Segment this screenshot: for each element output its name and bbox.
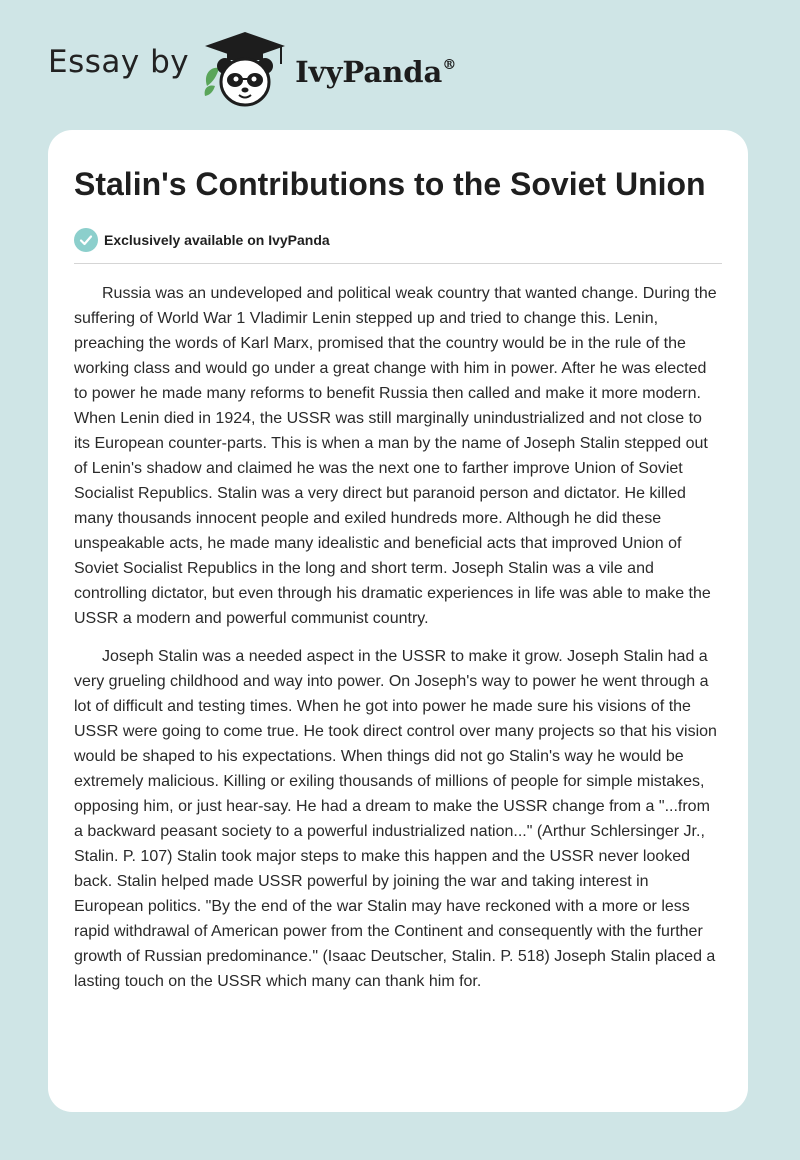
site-header <box>48 30 456 110</box>
checkmark-icon <box>74 228 98 252</box>
exclusive-badge-label: Exclusively available on IvyPanda <box>104 232 330 248</box>
essay-card <box>48 130 748 1112</box>
paragraph: Russia was an undeveloped and political weak country that wanted change. During the suffering of World War 1 Vladimir Lenin stepped up and tried to change this. Lenin, preaching the words of Karl Marx, promised that the country would be in the rule of the working class and would go under a great change with him in power. After he was elected to power he made many reforms to benefit Russia then called and make it more modern. When Lenin died in 1924, the USSR was still marginally unindustrialized and not close to its European counter-parts. This is when a man by the name of Joseph Stalin stepped out of Lenin's shadow and claimed he was the next one to farther improve Union of Soviet Socialist Republics. Stalin was a very direct but paranoid person and dictator. He killed many thousands innocent people and exiled hundreds more. Although he did these unspeakable acts, he made many idealistic and beneficial acts that improved Union of Soviet Socialist Republics in the long and short term. Joseph Stalin was a vile and controlling dictator, but even through his dramatic experiences in life was able to make the USSR a modern and powerful communist country. <box>74 285 717 627</box>
brand-name[interactable]: IvyPanda® <box>295 55 457 89</box>
page-title: Stalin's Contributions to the Soviet Union <box>74 166 706 202</box>
ivypanda-logo-icon[interactable] <box>201 30 289 110</box>
registered-mark: ® <box>442 57 457 74</box>
essay-by-label: Essay by <box>48 44 190 80</box>
exclusive-badge <box>74 226 722 254</box>
essay-body <box>74 281 722 994</box>
divider <box>74 263 722 264</box>
paragraph: Joseph Stalin was a needed aspect in the USSR to make it grow. Joseph Stalin had a very grueling childhood and way into power. On Joseph's way to power he went through a lot of difficult and testing times. When he got into power he made sure his visions of the USSR were going to come true. He took direct control over many projects so that his vision would be shaped to his expectations. When things did not go Stalin's way he would be extremely malicious. Killing or exiling thousands of millions of people for simple mistakes, opposing him, or just hear-say. He had a dream to make the USSR change from a "...from a backward peasant society to a powerful industrialized nation..." (Arthur Schlersinger Jr., Stalin. P. 107) Stalin took major steps to make this happen and the USSR never looked back. Stalin helped made USSR powerful by joining the war and taking interest in European politics. "By the end of the war Stalin may have reckoned with a more or less rapid withdrawal of American power from the Continent and consequently with the further growth of Russian predominance." (Isaac Deutscher, Stalin. P. 518) Joseph Stalin placed a lasting touch on the USSR which many can thank him for. <box>74 648 717 990</box>
